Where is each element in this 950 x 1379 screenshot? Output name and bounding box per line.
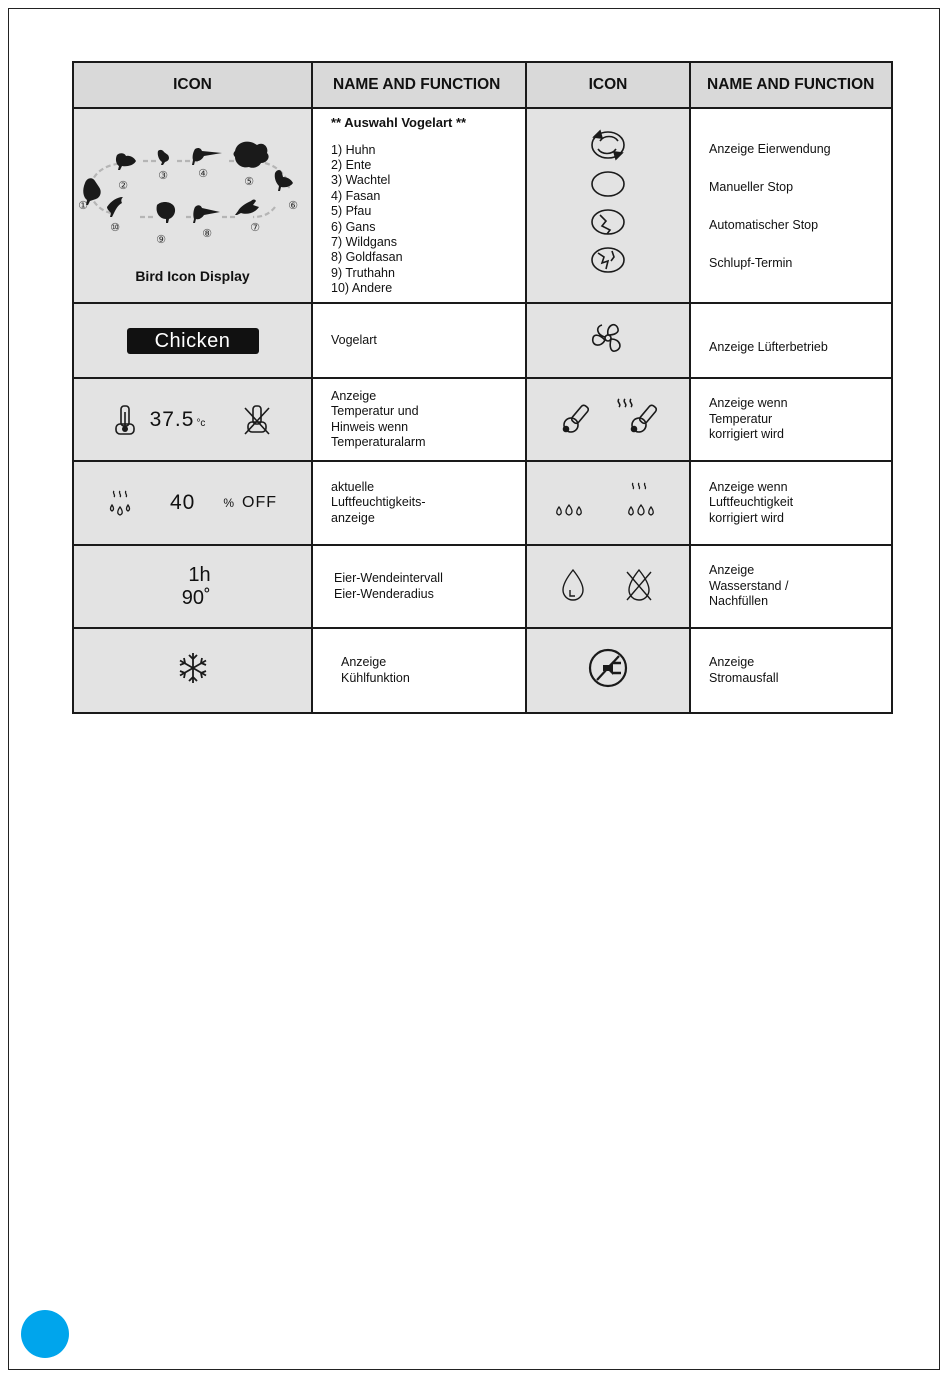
text-line: Anzeige wenn — [709, 396, 788, 411]
bird-number-3: ③ — [158, 169, 168, 182]
bird-number-1: ① — [78, 199, 88, 212]
cooling-icon-cell — [73, 628, 312, 713]
bird-cycle-icon — [75, 127, 310, 257]
humidity-unit: % — [223, 496, 235, 510]
text-line: Hinweis wenn — [331, 419, 409, 434]
bird-list-item: 5) Pfau — [331, 204, 372, 219]
golden-pheasant-bird-icon — [193, 205, 220, 223]
humidity-text — [312, 461, 526, 545]
bird-list-item: 2) Ente — [331, 157, 372, 172]
humidity-icon — [108, 489, 132, 517]
bird-list-item: 6) Gans — [331, 219, 376, 234]
other-bird-icon — [107, 197, 123, 217]
thermometer-icon — [114, 404, 136, 436]
text-line: Eier-Wenderadius — [334, 586, 434, 601]
bird-type-badge: Chicken — [127, 328, 259, 354]
water-level-icon-cell — [526, 545, 690, 628]
egg-cracked-icon — [592, 210, 624, 234]
egg-icon — [592, 172, 624, 196]
bird-icon-display-cell — [73, 108, 312, 303]
power-failure-icon-cell — [526, 628, 690, 713]
egg-status-text-cell — [690, 108, 892, 303]
text-line: Temperatur und — [331, 404, 419, 418]
temperature-correction-icon-cell — [526, 378, 690, 461]
header-name-1: NAME AND FUNCTION — [312, 62, 526, 108]
quail-bird-icon — [158, 150, 169, 165]
header-icon-1: ICON — [73, 62, 312, 108]
temperature-correction-text — [690, 378, 892, 461]
humidity-value: 40 — [169, 491, 196, 514]
egg-status-icon-stack — [578, 123, 638, 283]
temperature-alarm-icon — [243, 404, 271, 436]
text-line: Wasserstand / — [709, 578, 789, 593]
text-line: korrigiert wird — [709, 510, 785, 525]
temperature-icon-cell — [73, 378, 312, 461]
goose-bird-icon — [275, 170, 293, 191]
bird-list-item: 4) Fasan — [331, 188, 381, 203]
power-failure-icon — [587, 647, 629, 689]
bird-list-item: 9) Truthahn — [331, 265, 395, 280]
bird-list-item: 10) Andere — [331, 281, 393, 296]
peacock-bird-icon — [234, 142, 269, 168]
page-marker-dot — [21, 1310, 69, 1358]
fan-icon — [586, 318, 630, 358]
table-row — [73, 461, 892, 545]
humidity-correction-icon — [553, 479, 663, 523]
bird-list-item: 8) Goldfasan — [331, 250, 403, 265]
bird-type-label: Vogelart — [331, 332, 377, 347]
bird-number-5: ⑤ — [244, 175, 254, 188]
text-line: Kühlfunktion — [341, 670, 410, 685]
text-line: Temperaturalarm — [331, 435, 426, 449]
text-line: Anzeige — [331, 388, 377, 403]
temperature-correction-icon — [553, 395, 663, 439]
temperature-value: 37.5 — [149, 407, 195, 431]
egg-status-item: Anzeige Eierwendung — [709, 141, 831, 156]
humidity-correction-icon-cell — [526, 461, 690, 545]
header-icon-2: ICON — [526, 62, 690, 108]
icon-function-table — [72, 61, 893, 714]
text-line: korrigiert wird — [709, 427, 785, 442]
humidity-icon-cell — [73, 461, 312, 545]
fan-icon-cell — [526, 303, 690, 378]
humidity-off-label: OFF — [242, 494, 278, 511]
pheasant-bird-icon — [192, 148, 222, 165]
bird-type-text — [312, 303, 526, 378]
fan-label: Anzeige Lüfterbetrieb — [709, 339, 828, 354]
text-line: Anzeige — [341, 655, 387, 669]
temperature-text — [312, 378, 526, 461]
wild-goose-bird-icon — [235, 200, 259, 216]
table-row — [73, 545, 892, 628]
text-line: Nachfüllen — [709, 594, 769, 609]
text-line: anzeige — [331, 510, 375, 525]
bird-number-6: ⑥ — [288, 199, 298, 212]
turning-interval-text — [312, 545, 526, 628]
power-failure-text — [690, 628, 892, 713]
table-row — [73, 628, 892, 713]
bird-list-item: 7) Wildgans — [331, 234, 397, 249]
text-line: Anzeige wenn — [709, 479, 788, 494]
text-line: Eier-Wendeintervall — [334, 571, 443, 585]
egg-status-icons-cell — [526, 108, 690, 303]
temperature-unit: °c — [196, 418, 206, 429]
egg-hatch-icon — [592, 248, 624, 272]
turning-interval-value: 1h — [188, 563, 211, 586]
text-line: Anzeige — [709, 563, 755, 578]
table-row — [73, 378, 892, 461]
turkey-bird-icon — [157, 202, 176, 223]
cooling-text — [312, 628, 526, 713]
bird-type-icon-cell — [73, 303, 312, 378]
bird-selection-cell — [312, 108, 526, 303]
bird-number-9: ⑨ — [156, 233, 166, 246]
bird-number-7: ⑦ — [250, 221, 260, 234]
table-row — [73, 108, 892, 303]
egg-status-item: Manueller Stop — [709, 179, 794, 194]
egg-status-item: Schlupf-Termin — [709, 255, 793, 270]
egg-status-item: Automatischer Stop — [709, 217, 819, 232]
humidity-correction-text — [690, 461, 892, 545]
bird-list-item: 1) Huhn — [331, 142, 376, 157]
bird-number-4: ④ — [198, 167, 208, 180]
text-line: Luftfeuchtigkeit — [709, 495, 794, 510]
table-header-row — [73, 62, 892, 108]
text-line: aktuelle — [331, 479, 375, 494]
text-line: Temperatur — [709, 411, 773, 426]
table-row — [73, 303, 892, 378]
bird-icon-display-label: Bird Icon Display — [135, 268, 250, 284]
text-line: Luftfeuchtigkeits- — [331, 495, 426, 510]
egg-turning-icon — [592, 131, 624, 159]
bird-number-2: ② — [118, 179, 128, 192]
turning-interval-icon-cell — [73, 545, 312, 628]
bird-selection-title: ** Auswahl Vogelart ** — [331, 115, 467, 130]
text-line: Stromausfall — [709, 670, 779, 685]
bird-list-item: 3) Wachtel — [331, 173, 391, 188]
bird-number-8: ⑧ — [202, 227, 212, 240]
duck-bird-icon — [116, 153, 136, 170]
snowflake-icon — [177, 651, 209, 685]
water-level-icon — [553, 566, 663, 602]
water-level-text — [690, 545, 892, 628]
turning-radius-value: 90˚ — [181, 586, 211, 609]
text-line: Anzeige — [709, 655, 755, 669]
fan-text — [690, 303, 892, 378]
header-name-2: NAME AND FUNCTION — [690, 62, 892, 108]
bird-number-10: ⑩ — [110, 221, 120, 234]
